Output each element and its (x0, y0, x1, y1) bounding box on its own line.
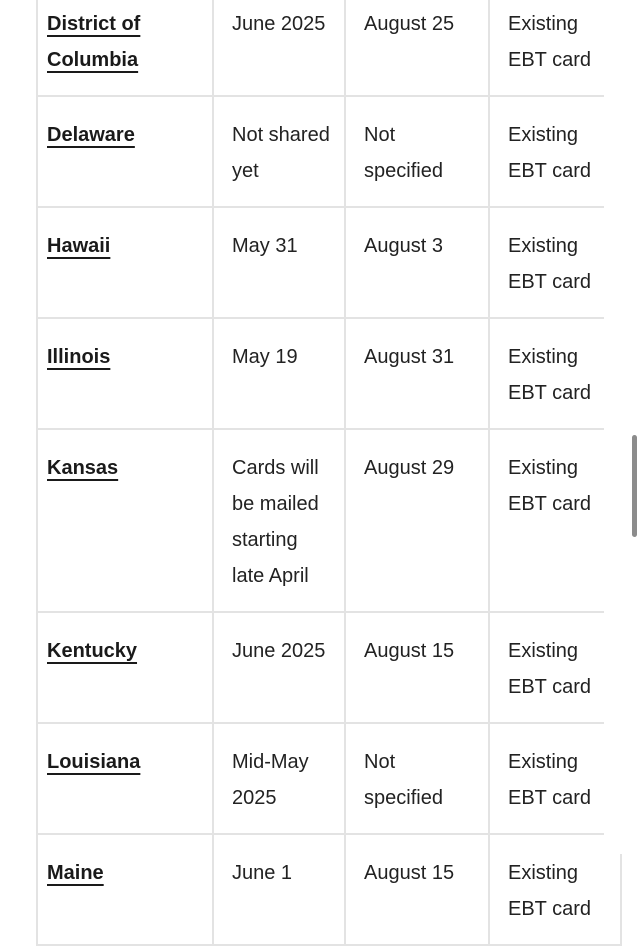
state-link-delaware[interactable]: Delaware (47, 124, 135, 146)
state-benefits-table (36, 0, 622, 946)
page-right-margin (604, 0, 640, 854)
state-cell (37, 318, 213, 429)
card-type-cell: Existing EBT card (489, 834, 621, 945)
end-date-cell: August 15 (345, 834, 489, 945)
state-cell (37, 0, 213, 96)
start-date-cell: Not shared yet (213, 96, 345, 207)
state-link-louisiana[interactable]: Louisiana (47, 751, 141, 773)
table-row (37, 834, 621, 945)
state-link-kentucky[interactable]: Kentucky (47, 640, 138, 662)
table-row (37, 207, 621, 318)
start-date-cell: Cards will be mailed starting late April (213, 429, 345, 612)
start-date-cell: May 31 (213, 207, 345, 318)
end-date-cell: August 3 (345, 207, 489, 318)
state-link-hawaii[interactable]: Hawaii (47, 235, 111, 257)
start-date-cell: June 2025 (213, 612, 345, 723)
start-date-cell: June 1 (213, 834, 345, 945)
state-cell (37, 834, 213, 945)
scrollbar-thumb[interactable] (632, 435, 637, 537)
table-row (37, 0, 621, 96)
end-date-cell: Not specified (345, 96, 489, 207)
start-date-cell: June 2025 (213, 0, 345, 96)
state-cell (37, 723, 213, 834)
end-date-cell: Not specified (345, 723, 489, 834)
end-date-cell: August 31 (345, 318, 489, 429)
card-type-cell: Existing EBT card (489, 318, 621, 429)
state-cell (37, 96, 213, 207)
state-link-kansas[interactable]: Kansas (47, 457, 119, 479)
card-type-cell: Existing EBT card (489, 0, 621, 96)
state-link-district-of-columbia[interactable]: District of Columbia (47, 13, 141, 71)
card-type-cell: Existing EBT card (489, 96, 621, 207)
table-row (37, 318, 621, 429)
end-date-cell: August 29 (345, 429, 489, 612)
state-cell (37, 429, 213, 612)
card-type-cell: Existing EBT card (489, 207, 621, 318)
end-date-cell: August 15 (345, 612, 489, 723)
table-row (37, 612, 621, 723)
state-cell (37, 612, 213, 723)
state-link-maine[interactable]: Maine (47, 862, 104, 884)
card-type-cell: Existing EBT card (489, 723, 621, 834)
table-row (37, 96, 621, 207)
start-date-cell: May 19 (213, 318, 345, 429)
start-date-cell: Mid-May 2025 (213, 723, 345, 834)
end-date-cell: August 25 (345, 0, 489, 96)
card-type-cell: Existing EBT card (489, 612, 621, 723)
state-link-illinois[interactable]: Illinois (47, 346, 111, 368)
table-row (37, 429, 621, 612)
state-cell (37, 207, 213, 318)
card-type-cell: Existing EBT card (489, 429, 621, 612)
table-row (37, 723, 621, 834)
